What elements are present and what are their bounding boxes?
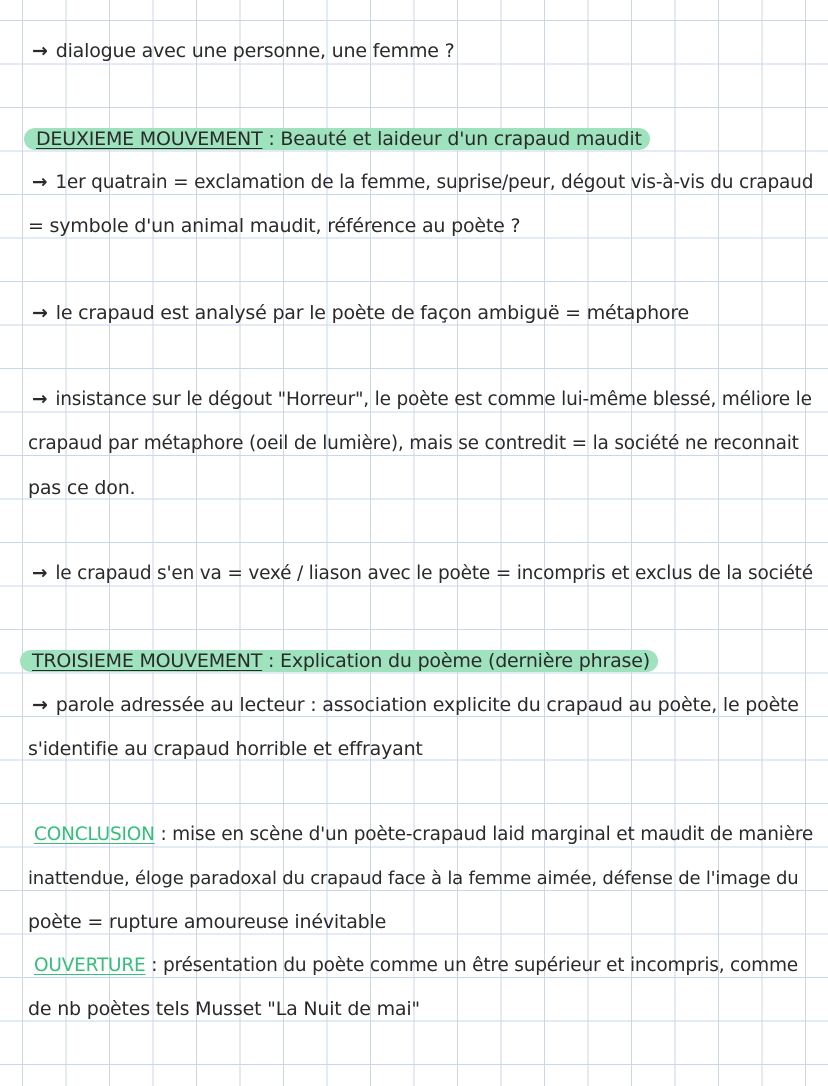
ouverture-label: OUVERTURE [34, 955, 146, 976]
note-text: insistance sur le dégout "Horreur", le poète est comme lui-même blessé, méliore le [55, 389, 812, 410]
heading-label: TROISIEME MOUVEMENT [32, 650, 263, 672]
note-line [32, 387, 812, 413]
note-line [28, 996, 420, 1022]
note-line [28, 866, 798, 892]
note-text: crapaud par métaphore (oeil de lumière), mais se contredit = la société ne reconnait [28, 433, 799, 454]
highlight-band [20, 650, 658, 672]
note-text: le crapaud est analysé par le poète de façon ambiguë = métaphore [55, 302, 690, 324]
arrow-icon: → [32, 563, 48, 584]
note-text: poète = rupture amoureuse inévitable [28, 911, 387, 933]
note-line [32, 38, 455, 64]
arrow-icon: → [32, 172, 48, 193]
note-line [28, 909, 386, 935]
note-text: le crapaud s'en va = vexé / liason avec le poète = incompris et exclus de la société [55, 563, 813, 584]
note-line [28, 213, 520, 239]
note-line [32, 300, 689, 326]
arrow-icon: → [32, 302, 48, 324]
note-text: 1er quatrain = exclamation de la femme, suprise/peur, dégout vis-à-vis du crapaud [55, 172, 814, 193]
note-line [28, 475, 135, 501]
note-line [28, 431, 799, 457]
note-text: de nb poètes tels Musset "La Nuit de mai" [28, 998, 420, 1020]
note-text: dialogue avec une personne, une femme ? [55, 40, 455, 62]
section-heading-deuxieme-mouvement [34, 126, 650, 152]
note-text: parole adressée au lecteur : association explicite du crapaud au poète, le poète [55, 694, 799, 716]
note-text: inattendue, éloge paradoxal du crapaud face à la femme aimée, défense de l'image du [28, 868, 799, 889]
ouverture-line [34, 953, 798, 979]
heading-text: : Beauté et laideur d'un crapaud maudit [262, 128, 642, 150]
arrow-icon: → [32, 389, 48, 410]
note-line [32, 561, 813, 587]
note-text: : mise en scène d'un poète-crapaud laid marginal et maudit de manière [154, 824, 814, 845]
note-line [32, 170, 813, 196]
conclusion-label: CONCLUSION [34, 824, 155, 845]
highlight-band [24, 128, 650, 150]
heading-label: DEUXIEME MOUVEMENT [36, 128, 263, 150]
note-text: : présentation du poète comme un être supérieur et incompris, comme [145, 955, 798, 976]
note-text: s'identifie au crapaud horrible et effrayant [28, 738, 423, 760]
note-text: = symbole d'un animal maudit, référence au poète ? [28, 215, 521, 237]
arrow-icon: → [32, 694, 48, 716]
heading-text: : Explication du poème (dernière phrase) [262, 650, 650, 672]
note-line [28, 736, 423, 762]
conclusion-line [34, 822, 813, 848]
note-line [32, 692, 799, 718]
arrow-icon: → [32, 40, 48, 62]
section-heading-troisieme-mouvement [30, 648, 658, 674]
note-text: pas ce don. [28, 477, 136, 499]
